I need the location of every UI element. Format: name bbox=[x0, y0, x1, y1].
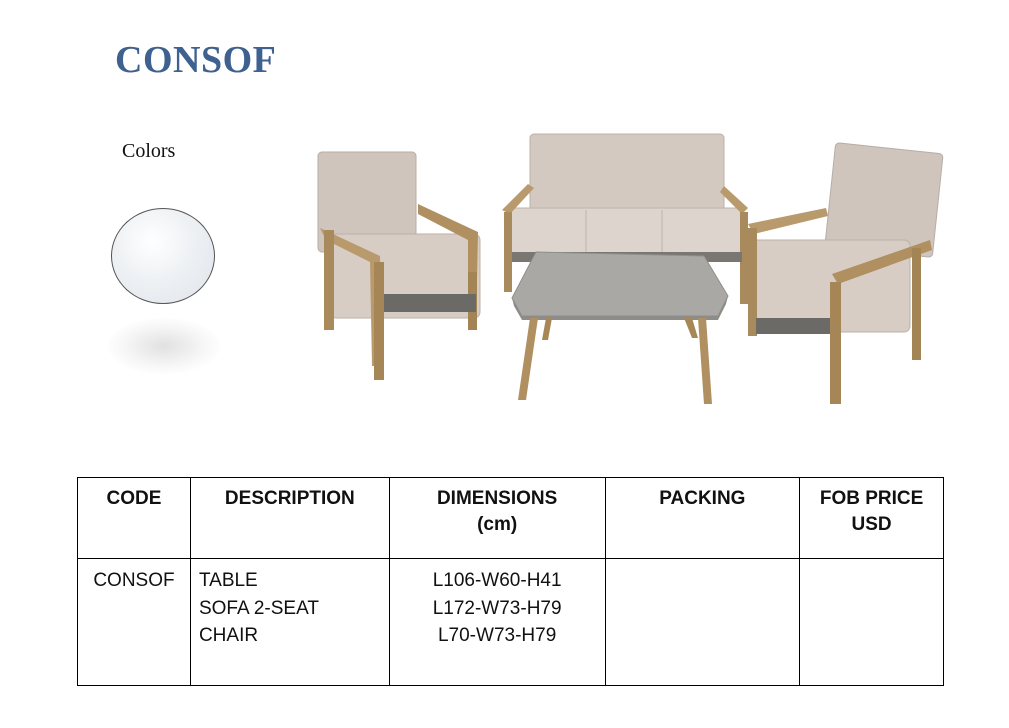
chair-right bbox=[748, 143, 943, 404]
coffee-table bbox=[512, 252, 728, 404]
spec-table bbox=[77, 477, 944, 686]
product-photo bbox=[300, 122, 960, 422]
header-fob-currency: USD bbox=[851, 514, 892, 535]
cell-code: CONSOF bbox=[78, 559, 191, 686]
dimension-item: L172-W73-H79 bbox=[432, 597, 562, 619]
header-description: DESCRIPTION bbox=[190, 478, 389, 559]
table-row bbox=[78, 559, 944, 686]
color-swatch bbox=[111, 208, 215, 304]
description-item: SOFA 2-SEAT bbox=[198, 597, 319, 619]
chair-left bbox=[318, 152, 480, 380]
dimension-item: L70-W73-H79 bbox=[437, 625, 557, 646]
colors-label: Colors bbox=[122, 140, 176, 162]
header-dimensions-unit: (cm) bbox=[477, 514, 518, 535]
cell-fob-price bbox=[800, 559, 944, 686]
cell-packing bbox=[605, 559, 800, 686]
description-item: TABLE bbox=[198, 570, 258, 591]
header-fob-price bbox=[800, 478, 944, 559]
header-code: CODE bbox=[78, 478, 191, 559]
table-header-row bbox=[78, 478, 944, 559]
description-item: CHAIR bbox=[198, 625, 259, 646]
header-fob-label: FOB PRICE bbox=[819, 488, 924, 509]
cell-description bbox=[190, 559, 389, 686]
cell-dimensions bbox=[389, 559, 605, 686]
header-dimensions-label: DIMENSIONS bbox=[436, 488, 558, 509]
color-swatch-shadow bbox=[108, 318, 220, 374]
dimension-item: L106-W60-H41 bbox=[432, 570, 562, 591]
header-packing: PACKING bbox=[605, 478, 800, 559]
page-title: CONSOF bbox=[115, 39, 277, 81]
header-dimensions bbox=[389, 478, 605, 559]
